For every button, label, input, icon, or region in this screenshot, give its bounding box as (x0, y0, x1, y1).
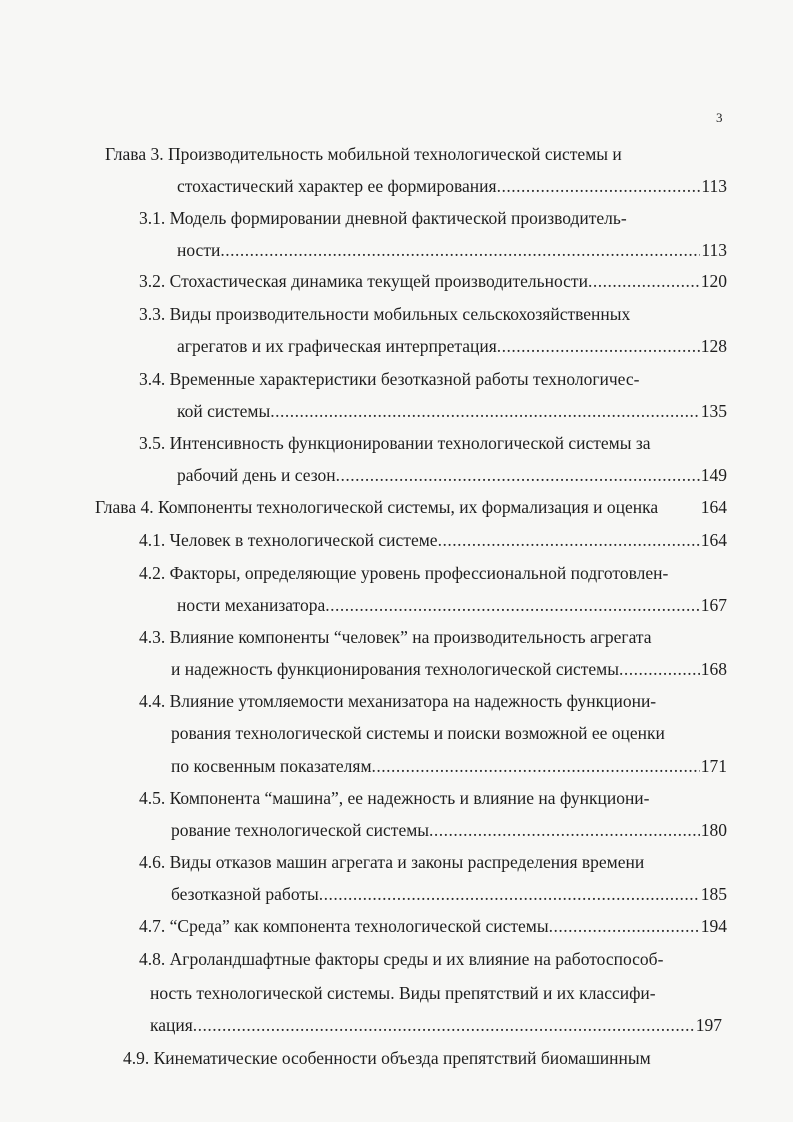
toc-entry-3-1[interactable] (177, 239, 727, 261)
dot-leader (497, 335, 700, 357)
toc-entry-4-7[interactable] (139, 915, 727, 937)
toc-page-number: 113 (701, 176, 727, 196)
toc-entry-chapter-4[interactable] (95, 496, 727, 518)
dot-leader (372, 755, 700, 777)
dot-leader (336, 464, 700, 486)
toc-chapter-3-title: Глава 3. Производительность мобильной технологической системы и (105, 144, 622, 164)
toc-section-4-9-title: 4.9. Кинематические особенности объезда препятствий биомашинным (123, 1048, 651, 1068)
toc-page-number: 135 (700, 401, 727, 421)
toc-entry-text: 3.2. Стохастическая динамика текущей производительности (139, 271, 588, 291)
toc-entry-text: ности механизатора (177, 595, 326, 615)
toc-entry-4-6[interactable] (171, 883, 727, 905)
dot-leader (270, 400, 699, 422)
dot-leader (325, 594, 700, 616)
toc-page-number: 167 (700, 595, 727, 615)
toc-entry-text: и надежность функционирования технологической системы (171, 659, 620, 679)
toc-page-number: 185 (700, 884, 727, 904)
toc-entry-4-2[interactable] (177, 594, 727, 616)
toc-entry-text: ности (177, 240, 221, 260)
toc-entry-3-5[interactable] (177, 464, 727, 486)
toc-section-4-4-title: 4.4. Влияние утомляемости механизатора на надежность функциони- (139, 691, 657, 711)
toc-entry-text: рабочий день и сезон (177, 465, 336, 485)
toc-entry-text: кой системы (177, 401, 271, 421)
toc-entry-4-8[interactable] (150, 1014, 722, 1036)
toc-entry-text: стохастический характер ее формирования (177, 176, 497, 196)
toc-entry-text: по косвенным показателям (171, 756, 372, 776)
toc-entry-text: агрегатов и их графическая интерпретация (177, 336, 497, 356)
dot-leader (429, 819, 700, 841)
page-number: 3 (716, 110, 723, 125)
toc-entry-3-3[interactable] (177, 335, 727, 357)
toc-page-number: 164 (700, 530, 727, 550)
dot-leader (588, 270, 700, 292)
toc-page-number: 171 (700, 756, 727, 776)
toc-section-3-4-title: 3.4. Временные характеристики безотказной работы технологичес- (139, 369, 640, 389)
toc-entry-text: 4.1. Человек в технологической системе (139, 530, 438, 550)
dot-leader (438, 529, 700, 551)
toc-section-4-5-title: 4.5. Компонента “машина”, ее надежность и влияние на функциони- (139, 788, 650, 808)
dot-leader (497, 175, 701, 197)
dot-leader (220, 239, 700, 261)
toc-entry-text: рование технологической системы (171, 820, 430, 840)
toc-page-number: 197 (695, 1015, 722, 1035)
toc-entry-chapter-3[interactable] (177, 175, 727, 197)
dot-leader (193, 1014, 695, 1036)
toc-entry-text: 4.7. “Среда” как компонента технологической системы (139, 916, 549, 936)
toc-page-number: 149 (700, 465, 727, 485)
toc-page-number: 128 (700, 336, 727, 356)
toc-section-4-8-title: 4.8. Агроландшафтные факторы среды и их влияние на работоспособ- (139, 949, 664, 969)
dot-leader (549, 915, 700, 937)
toc-entry-4-3[interactable] (171, 658, 727, 680)
toc-section-4-3-title: 4.3. Влияние компоненты “человек” на производительность агрегата (139, 627, 652, 647)
toc-entry-4-5[interactable] (171, 819, 727, 841)
toc-section-3-5-title: 3.5. Интенсивность функционировании технологической системы за (139, 433, 651, 453)
toc-section-4-6-title: 4.6. Виды отказов машин агрегата и законы распределения времени (139, 852, 645, 872)
toc-entry-text: Глава 4. Компоненты технологической системы, их формализация и оценка (95, 497, 659, 517)
toc-page-number: 168 (700, 659, 727, 679)
dot-leader (319, 883, 700, 905)
toc-entry-3-4[interactable] (177, 400, 727, 422)
toc-page-number: 194 (700, 916, 727, 936)
toc-entry-4-1[interactable] (139, 529, 727, 551)
toc-entry-4-4[interactable] (171, 755, 727, 777)
toc-page-number: 113 (701, 240, 727, 260)
toc-page-number: 120 (700, 271, 727, 291)
toc-section-4-2-title: 4.2. Факторы, определяющие уровень профессиональной подготовлен- (139, 563, 669, 583)
toc-entry-text: безотказной работы (171, 884, 319, 904)
toc-entry-text: кация (150, 1015, 193, 1035)
toc-section-4-4-line2: рования технологической системы и поиски возможной ее оценки (171, 723, 665, 743)
toc-page-number: 180 (700, 820, 727, 840)
toc-section-3-3-title: 3.3. Виды производительности мобильных сельскохозяйственных (139, 304, 631, 324)
dot-leader (619, 658, 700, 680)
toc-section-4-8-line2: ность технологической системы. Виды препятствий и их классифи- (150, 983, 656, 1003)
toc-section-3-1-title: 3.1. Модель формировании дневной фактической производитель- (139, 208, 627, 228)
toc-page-number: 164 (700, 497, 727, 517)
toc-entry-3-2[interactable] (139, 270, 727, 292)
